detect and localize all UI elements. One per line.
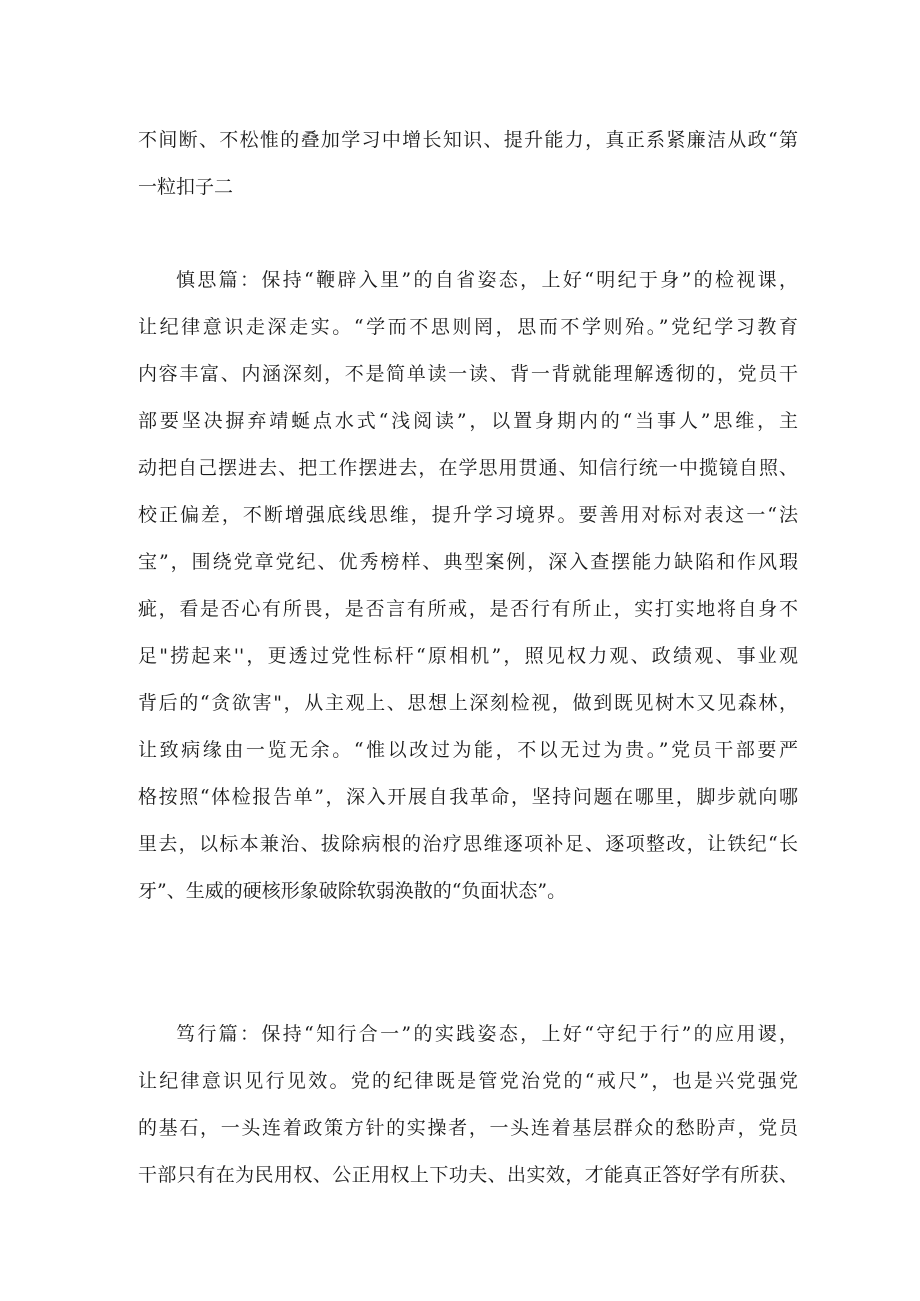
text-line: 干部只有在为民用权、公正用权上下功夫、出实效，才能真正答好学有所获、 bbox=[138, 1164, 798, 1186]
paragraph-shensi bbox=[138, 257, 798, 915]
text-line: 笃行篇：保持“知行合一”的实践姿态，上好“守纪于行”的应用谡， bbox=[176, 1023, 798, 1045]
text-line: 疵，看是否心有所畏，是否言有所戒，是否行有所止，实打实地将自身不 bbox=[138, 598, 798, 620]
text-line: 校正偏差，不断增强底线思维，提升学习境界。要善用对标对表这一“法 bbox=[138, 504, 798, 526]
text-line: 足"捞起来''，更透过党性标杆“原相机”，照见权力观、政绩观、事业观 bbox=[138, 645, 798, 667]
text-line: 的基石，一头连着政策方针的实操者，一头连着基层群众的愁盼声，党员 bbox=[138, 1117, 798, 1139]
text-line: 一粒扣子二 bbox=[138, 176, 234, 198]
text-line: 背后的“贪欲害"，从主观上、思想上深刻检视，做到既见树木又见森林， bbox=[138, 692, 798, 714]
text-line: 让纪律意识见行见效。党的纪律既是管党治党的“戒尺”，也是兴党强党 bbox=[138, 1070, 798, 1092]
text-line: 牙”、生威的硬核形象破除软弱涣散的“负面状态”。 bbox=[138, 880, 567, 902]
text-line: 让致病缘由一览无余。“惟以改过为能，不以无过为贵。”党员干部要严 bbox=[138, 739, 798, 761]
text-line: 内容丰富、内涵深刻，不是简单读一读、背一背就能理解透彻的，党员干 bbox=[138, 363, 798, 385]
text-line: 让纪律意识走深走实。“学而不思则罔，思而不学则殆。”党纪学习教育 bbox=[138, 316, 798, 338]
text-line: 里去，以标本兼治、拔除病根的治疗思维逐项补足、逐项整改，让铁纪“长 bbox=[138, 833, 798, 855]
paragraph-duxing bbox=[138, 1011, 798, 1199]
text-line: 慎思篇：保持“鞭辟入里”的自省姿态，上好“明纪于身”的检视课， bbox=[176, 269, 798, 291]
text-line: 动把自己摆进去、把工作摆进去，在学思用贯通、知信行统一中揽镜自照、 bbox=[138, 457, 798, 479]
text-line: 部要坚决摒弃靖蜒点水式“浅阅读”，以置身期内的“当事人”思维，主 bbox=[138, 410, 798, 432]
text-line: 宝”，围绕党章党纪、优秀榜样、典型案例，深入查摆能力缺陷和作风瑕 bbox=[138, 551, 798, 573]
text-line: 格按照“体检报告单”，深入开展自我革命，坚持问题在哪里，脚步就向哪 bbox=[138, 786, 798, 808]
paragraph-fragment bbox=[138, 117, 798, 211]
text-line: 不间断、不松惟的叠加学习中增长知识、提升能力，真正系紧廉洁从政“第 bbox=[138, 129, 798, 151]
